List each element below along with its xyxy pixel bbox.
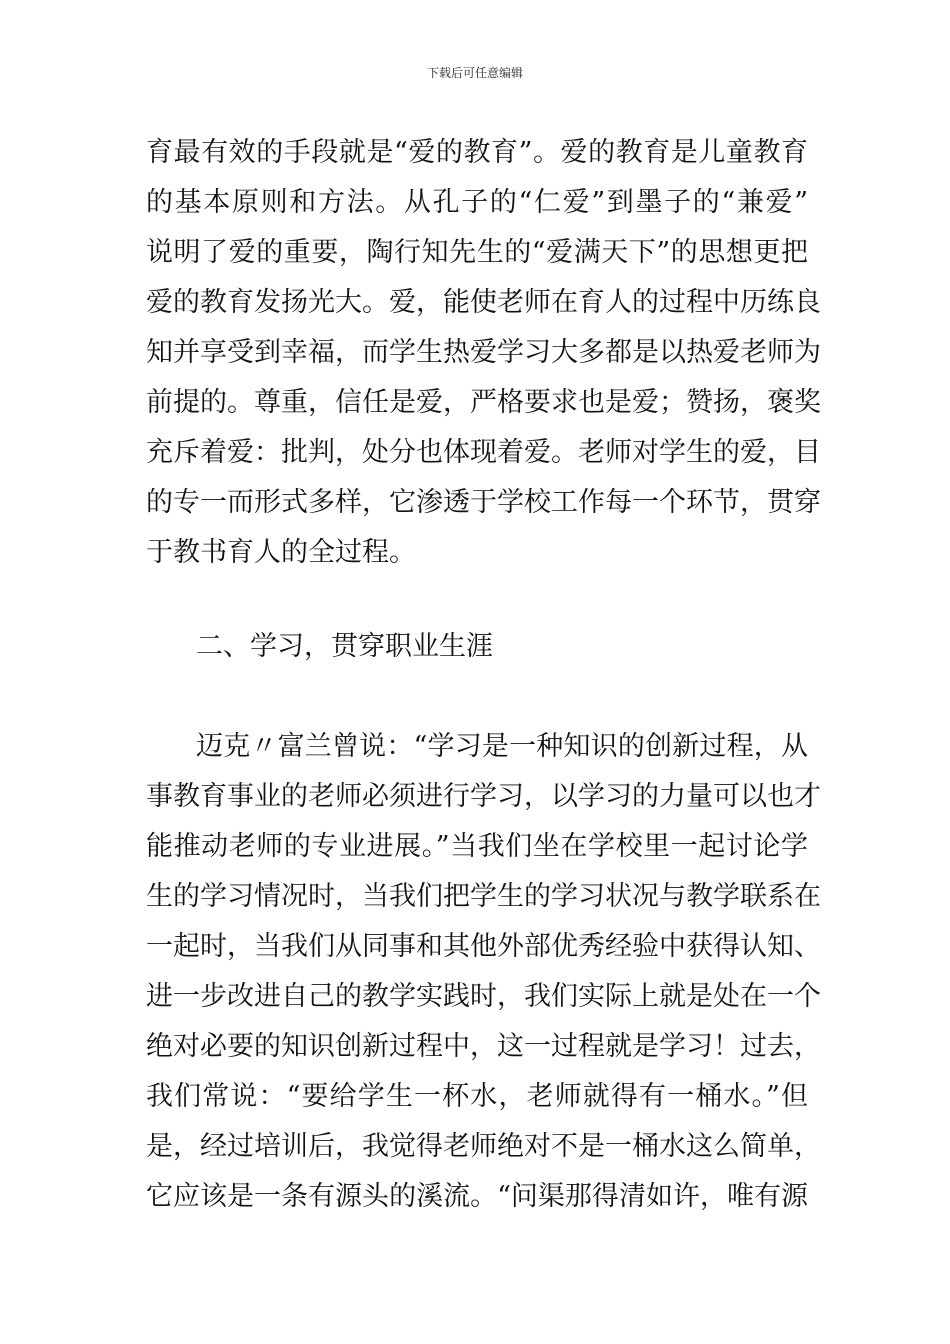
text-line: 它应该是一条有源头的溪流。“问渠那得清如许，唯有源 [146,1181,808,1212]
text-line: 一起时，当我们从同事和其他外部优秀经验中获得认知、 [146,931,821,962]
paragraph-learning [146,722,821,1222]
text-line: 能推动老师的专业进展。”当我们坐在学校里一起讨论学 [146,831,808,862]
text-line: 绝对必要的知识创新过程中，这一过程就是学习！过去， [146,1031,821,1062]
text-line: 事教育事业的老师必须进行学习，以学习的力量可以也才 [146,781,821,812]
text-line: 生的学习情况时，当我们把学生的学习状况与教学联系在 [146,881,821,912]
page-header: 下载后可任意编辑 [426,66,523,80]
text-line: 知并享受到幸福，而学生热爱学习大多都是以热爱老师为 [146,337,821,368]
text-line: 爱的教育发扬光大。爱，能使老师在育人的过程中历练良 [146,287,821,318]
text-line: 我们常说：“要给学生一杯水，老师就得有一桶水。”但 [146,1081,808,1112]
text-line: 的专一而形式多样，它渗透于学校工作每一个环节，贯穿 [146,487,821,518]
section-heading: 二、学习，贯穿职业生涯 [196,631,493,662]
text-line: 迈克〃富兰曾说：“学习是一种知识的创新过程，从 [196,731,808,762]
text-line: 于教书育人的全过程。 [146,537,416,568]
text-line: 的基本原则和方法。从孔子的“仁爱”到墨子的“兼爱” [146,187,808,218]
paragraph-love-education [146,128,821,578]
text-line: 充斥着爱：批判，处分也体现着爱。老师对学生的爱，目 [146,437,821,468]
text-line: 说明了爱的重要，陶行知先生的“爱满天下”的思想更把 [146,237,808,268]
text-line: 进一步改进自己的教学实践时，我们实际上就是处在一个 [146,981,821,1012]
text-line: 是，经过培训后，我觉得老师绝对不是一桶水这么简单， [146,1131,821,1162]
text-line: 前提的。尊重，信任是爱，严格要求也是爱；赞扬，褒奖 [146,387,821,418]
text-line: 育最有效的手段就是“爱的教育”。爱的教育是儿童教育 [146,137,808,168]
